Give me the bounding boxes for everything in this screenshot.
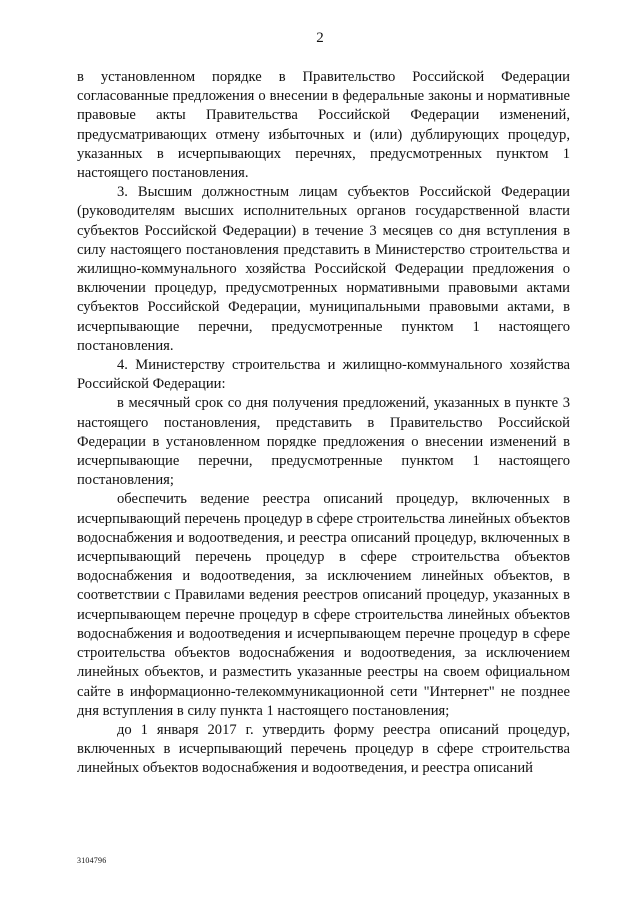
page-number: 2 (316, 30, 324, 46)
paragraph-continuation: в установленном порядке в Правительство Российской Федерации согласованные предложения о внесении в федеральные законы и нормативные правовые акты Правительства Российской Федерации изменений, предусматривающих отмену избыточных и (или) дублирующих процедур, указанных в исчерпывающих перечнях, предусмотренных пунктом 1 настоящего постановления. (77, 69, 570, 182)
document-code: 3104796 (77, 856, 107, 865)
paragraph-subitem-2: обеспечить ведение реестра описаний процедур, включенных в исчерпывающий перечень процедур в сфере строительства линейных объектов водоснабжения и водоотведения, и реестра описаний процедур, включенных в исчерпывающий перечень процедур в сфере строительства объектов водоснабжения и водоотведения, за исключением линейных объектов, в соответствии с Правилами ведения реестров описаний процедур, указанных в исчерпывающем перечне процедур в сфере строительства линейных объектов водоснабжения и водоотведения и исчерпывающем перечне процедур в сфере строительства объектов водоснабжения и водоотведения, за исключением линейных объектов, и разместить указанные реестры на своем официальном сайте в информационно-телекоммуникационной сети "Интернет" не позднее дня вступления в силу пункта 1 настоящего постановления; (77, 491, 570, 719)
paragraph-subitem-3: до 1 января 2017 г. утвердить форму реестра описаний процедур, включенных в исчерпывающий перечень процедур в сфере строительства линейных объектов водоснабжения и водоотведения, и реестра описаний (77, 721, 570, 777)
paragraph-item-3: 3. Высшим должностным лицам субъектов Российской Федерации (руководителям высших исполнительных органов государственной власти субъектов Российской Федерации) в течение 3 месяцев со дня вступления в силу настоящего постановления представить в Министерство строительства и жилищно-коммунального хозяйства Российской Федерации предложения о включении процедур, предусмотренных нормативными правовыми актами субъектов Российской Федерации, муниципальными правовыми актами, в исчерпывающие перечни, предусмотренные пунктом 1 настоящего постановления. (77, 184, 570, 354)
document-body (77, 68, 570, 779)
paragraph-subitem-1: в месячный срок со дня получения предложений, указанных в пункте 3 настоящего постановления, представить в Правительство Российской Федерации в установленном порядке предложения о внесении изменений в исчерпывающие перечни, предусмотренные пунктом 1 настоящего постановления; (77, 395, 570, 489)
paragraph-item-4: 4. Министерству строительства и жилищно-коммунального хозяйства Российской Федерации: (77, 357, 570, 393)
